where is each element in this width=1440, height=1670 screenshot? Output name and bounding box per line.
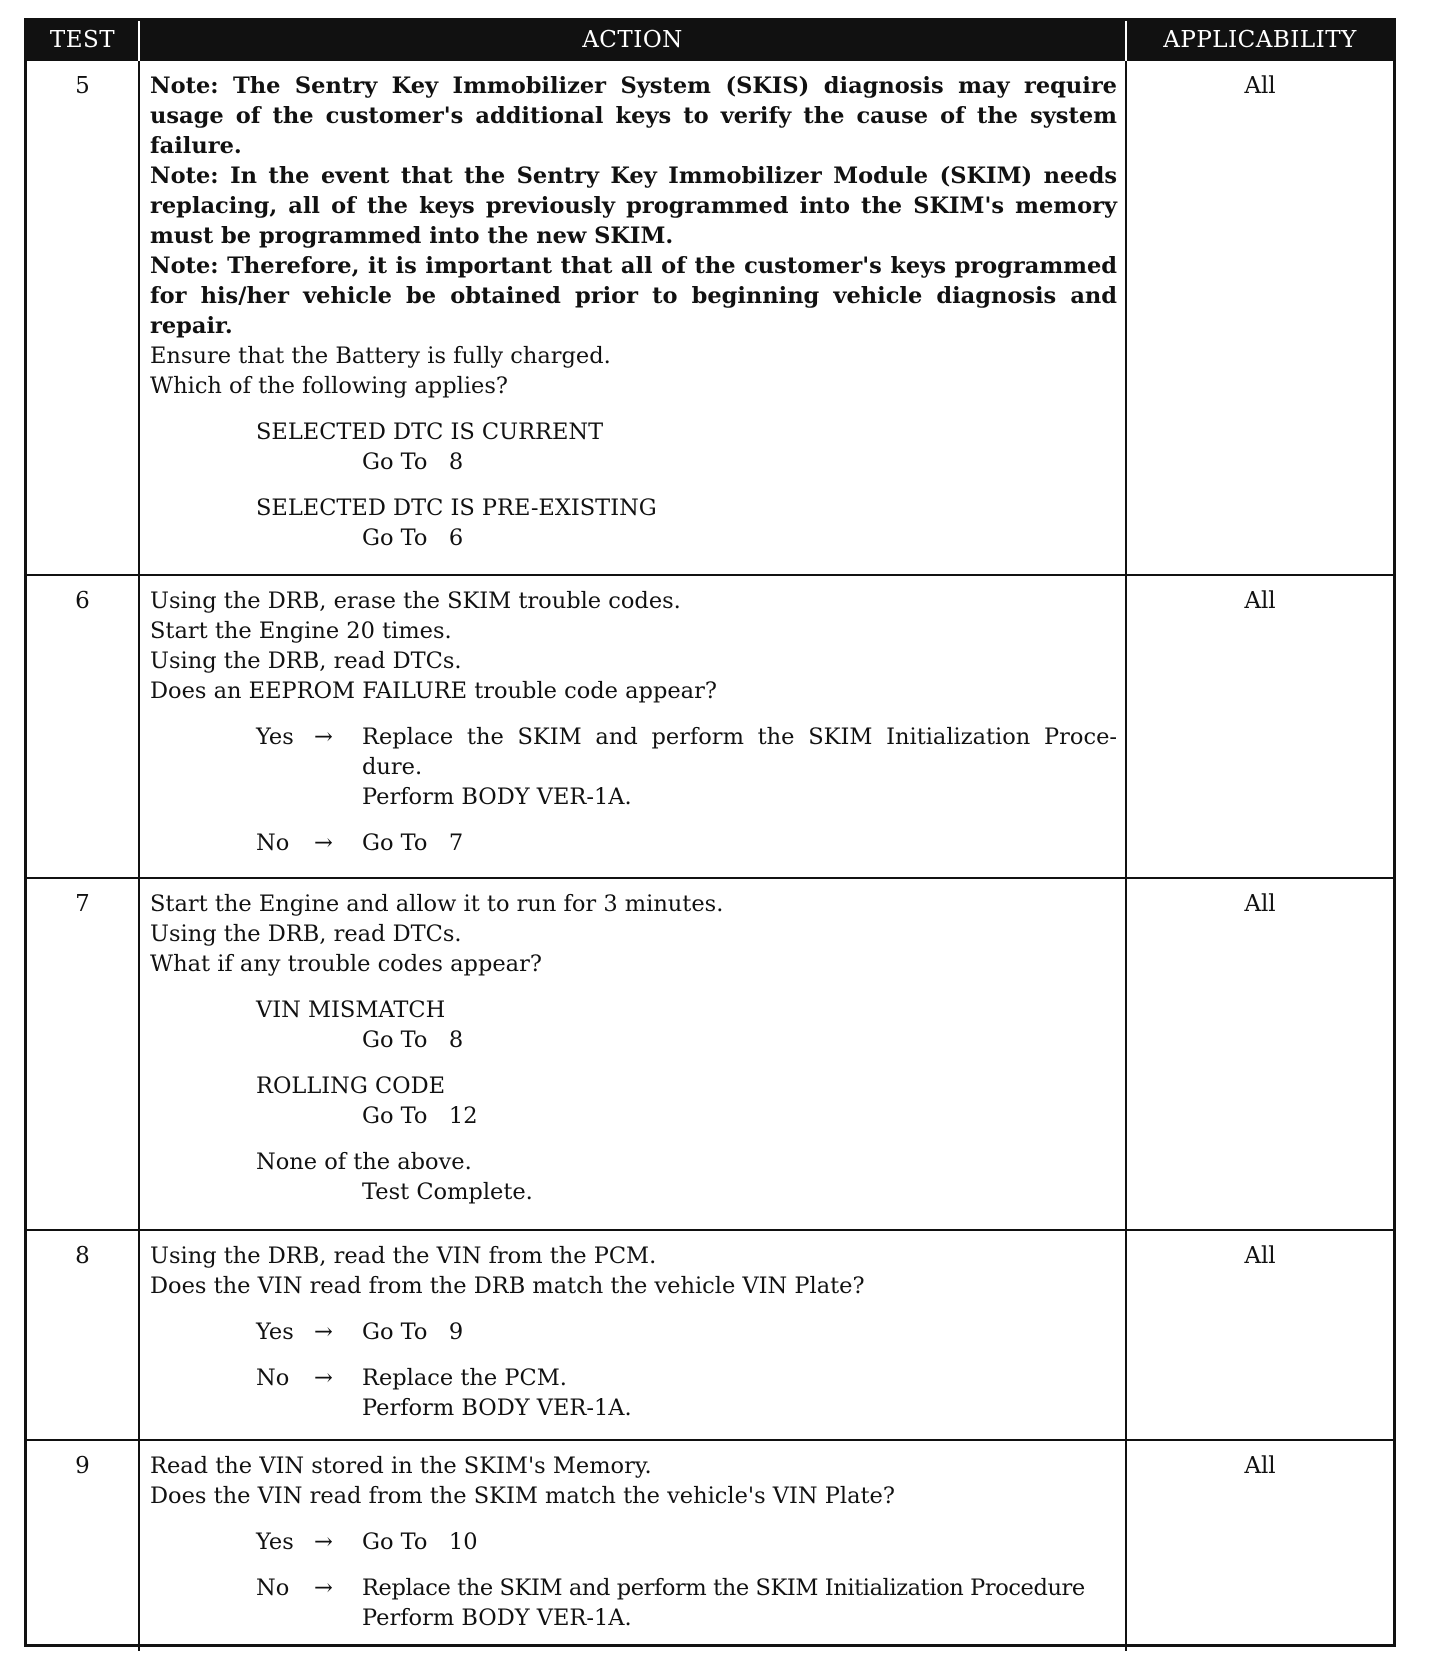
test-number: 6 (27, 575, 139, 878)
answer-result-line: Replace the PCM. (362, 1365, 567, 1391)
header-applicability: APPLICABILITY (1126, 21, 1393, 60)
answer-result-line: Go To 10 (362, 1529, 478, 1555)
arrow-icon: → (314, 830, 333, 856)
option-label: ROLLING CODE (256, 1073, 446, 1099)
test-number: 9 (27, 1440, 139, 1651)
answer-result-line: Perform BODY VER-1A. (362, 1395, 632, 1421)
note-text: Note: In the event that the Sentry Key Immobilizer Module (SKIM) needs replacing, all of the keys previously programmed into the SKIM's memory must be programmed into the new SKIM. (150, 163, 1117, 249)
action-cell (139, 1440, 1126, 1651)
answer-result-line: Go To 9 (362, 1319, 464, 1345)
table-row (27, 1440, 1393, 1651)
option-label: VIN MISMATCH (256, 997, 446, 1023)
test-number: 8 (27, 1230, 139, 1440)
test-number: 5 (27, 60, 139, 575)
option-block (256, 995, 1117, 1055)
option-result: Go To 12 (362, 1103, 478, 1129)
diagnostic-test-table (24, 18, 1396, 1647)
answer-yes (256, 722, 1117, 812)
answer-label: No (256, 830, 290, 856)
instruction-text: Read the VIN stored in the SKIM's Memory. (150, 1453, 652, 1479)
instruction-text: Using the DRB, read DTCs. (150, 648, 462, 674)
table-row (27, 575, 1393, 878)
header-test: TEST (27, 21, 139, 60)
header-action: ACTION (139, 21, 1126, 60)
action-cell (139, 575, 1126, 878)
option-result: Go To 8 (362, 1027, 464, 1053)
answer-no (256, 1573, 1117, 1633)
answer-result (362, 1363, 1117, 1423)
arrow-icon: → (314, 1575, 333, 1601)
table-row (27, 60, 1393, 575)
answer-label: No (256, 1365, 290, 1391)
answer-no (256, 1363, 1117, 1423)
test-table (27, 21, 1393, 1651)
arrow-icon: → (314, 1529, 333, 1555)
option-result: Test Complete. (362, 1179, 533, 1205)
answer-result-line: Replace the SKIM and perform the SKIM Initialization Procedure (362, 1575, 1085, 1601)
action-cell (139, 1230, 1126, 1440)
answer-result-line: dure. (362, 754, 423, 780)
answer-yes (256, 1317, 1117, 1347)
instruction-text: What if any trouble codes appear? (150, 951, 542, 977)
option-block (256, 1147, 1117, 1207)
answer-result-line: Perform BODY VER-1A. (362, 1605, 632, 1631)
answer-no (256, 828, 1117, 858)
arrow-icon: → (314, 1365, 333, 1391)
answer-result (362, 1573, 1117, 1633)
header-row (27, 21, 1393, 60)
instruction-text: Start the Engine 20 times. (150, 618, 452, 644)
instruction-text: Using the DRB, read the VIN from the PCM. (150, 1243, 657, 1269)
answer-label: Yes (256, 724, 294, 750)
option-block (256, 1071, 1117, 1131)
answer-result-line: Replace the SKIM and perform the SKIM Initialization Proce- (362, 724, 1117, 750)
option-label: None of the above. (256, 1149, 472, 1175)
answer-result-line: Go To 7 (362, 830, 464, 856)
action-cell (139, 878, 1126, 1230)
answer-result (362, 828, 1117, 858)
answer-label: Yes (256, 1529, 294, 1555)
answer-label: Yes (256, 1319, 294, 1345)
applicability-value: All (1126, 1230, 1393, 1440)
instruction-text: Start the Engine and allow it to run for 3 minutes. (150, 891, 724, 917)
table-row (27, 878, 1393, 1230)
option-block (256, 493, 1117, 553)
instruction-text: Using the DRB, erase the SKIM trouble codes. (150, 588, 681, 614)
instruction-text: Using the DRB, read DTCs. (150, 921, 462, 947)
answer-yes (256, 1527, 1117, 1557)
applicability-value: All (1126, 1440, 1393, 1651)
action-cell (139, 60, 1126, 575)
instruction-text: Does an EEPROM FAILURE trouble code appear? (150, 678, 717, 704)
instruction-text: Ensure that the Battery is fully charged. (150, 343, 611, 369)
instruction-text: Does the VIN read from the SKIM match the vehicle's VIN Plate? (150, 1483, 895, 1509)
answer-result (362, 1527, 1117, 1557)
test-number: 7 (27, 878, 139, 1230)
note-text: Note: Therefore, it is important that all of the customer's keys programmed for his/her vehicle be obtained prior to beginning vehicle diagnosis and repair. (150, 253, 1117, 339)
arrow-icon: → (314, 1319, 333, 1345)
answer-result-line: Perform BODY VER-1A. (362, 784, 632, 810)
table-row (27, 1230, 1393, 1440)
note-text: Note: The Sentry Key Immobilizer System (SKIS) diagnosis may require usage of the customer's additional keys to verify the cause of the system failure. (150, 73, 1117, 159)
option-block (256, 417, 1117, 477)
answer-result (362, 722, 1117, 812)
arrow-icon: → (314, 724, 333, 750)
option-label: SELECTED DTC IS CURRENT (256, 419, 604, 445)
applicability-value: All (1126, 60, 1393, 575)
applicability-value: All (1126, 878, 1393, 1230)
answer-result (362, 1317, 1117, 1347)
instruction-text: Which of the following applies? (150, 373, 508, 399)
option-label: SELECTED DTC IS PRE-EXISTING (256, 495, 657, 521)
option-result: Go To 6 (362, 525, 464, 551)
applicability-value: All (1126, 575, 1393, 878)
answer-label: No (256, 1575, 290, 1601)
option-result: Go To 8 (362, 449, 464, 475)
instruction-text: Does the VIN read from the DRB match the vehicle VIN Plate? (150, 1273, 865, 1299)
